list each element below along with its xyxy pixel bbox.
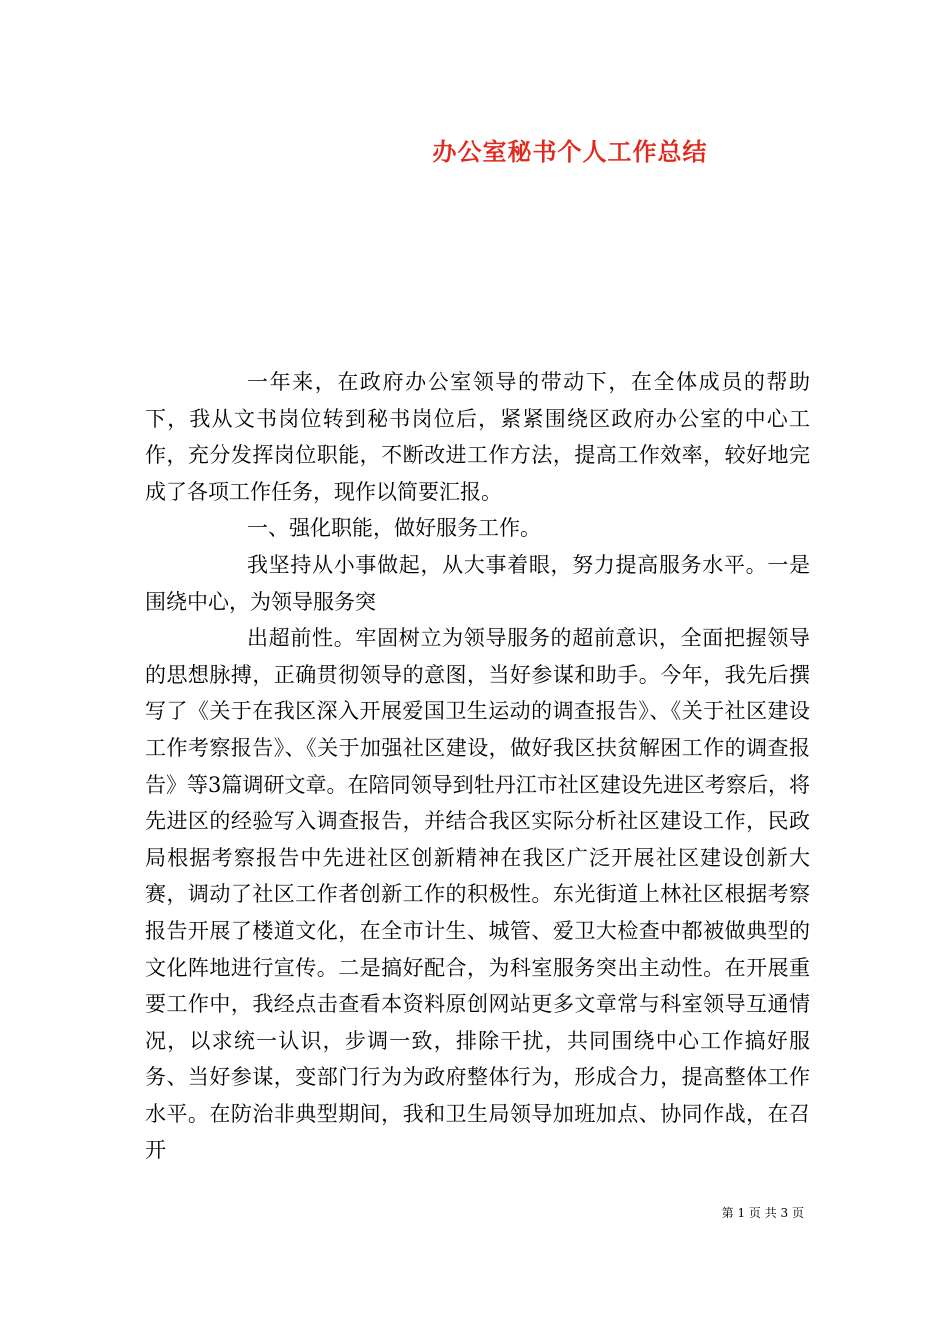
- paragraph-intro: 一年来，在政府办公室领导的带动下，在全体成员的帮助下，我从文书岗位转到秘书岗位后，紧紧围绕区政府办公室的中心工作，充分发挥岗位职能，不断改进工作方法，提高工作效率，较好地完成了各项工作任务，现作以简要汇报。: [145, 370, 810, 504]
- document-title: 办公室秘书个人工作总结: [432, 137, 708, 166]
- document-body: [145, 364, 810, 1169]
- section-heading-1: 一、强化职能，做好服务工作。: [247, 516, 541, 541]
- paragraph-proactive: 出超前性。牢固树立为领导服务的超前意识，全面把握领导的思想脉搏，正确贯彻领导的意图，当好参谋和助手。今年，我先后撰写了《关于在我区深入开展爱国卫生运动的调查报告》、《关于社区建设工作考察报告》、《关于加强社区建设，做好我区扶贫解困工作的调查报告》等3篇调研文章。在陪同领导到牡丹江市社区建设先进区考察后，将先进区的经验写入调查报告，并结合我区实际分析社区建设工作，民政局根据考察报告中先进社区创新精神在我区广泛开展社区建设创新大赛，调动了社区工作者创新工作的积极性。东光街道上林社区根据考察报告开展了楼道文化，在全市计生、城管、爱卫大检查中都被做典型的文化阵地进行宣传。二是搞好配合，为科室服务突出主动性。在开展重要工作中，我经点击查看本资料原创网站更多文章常与科室领导互通情况，以求统一认识，步调一致，排除干扰，共同围绕中心工作搞好服务、当好参谋，变部门行为为政府整体行为，形成合力，提高整体工作水平。在防治非典型期间，我和卫生局领导加班加点、协同作战，在召开: [145, 626, 810, 1163]
- paragraph-service: 我坚持从小事做起，从大事着眼，努力提高服务水平。一是围绕中心，为领导服务突: [145, 552, 810, 614]
- page-number-footer: 第 1 页 共 3 页: [721, 1206, 804, 1220]
